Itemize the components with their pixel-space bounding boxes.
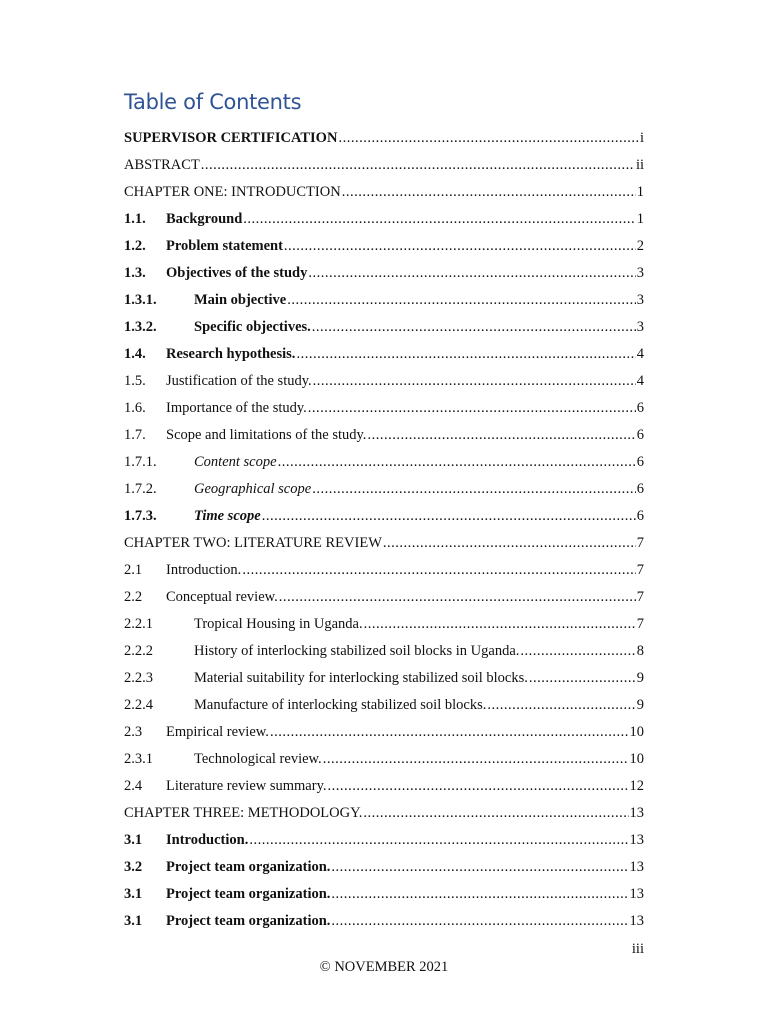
toc-entry-number: 3.1 — [124, 913, 143, 929]
toc-entry-label: CHAPTER THREE: METHODOLOGY. — [124, 805, 363, 821]
toc-entry-page: 10 — [629, 724, 644, 740]
toc-entry[interactable] — [124, 719, 644, 746]
toc-entry[interactable] — [124, 638, 644, 665]
toc-entry-page: 13 — [629, 913, 644, 929]
toc-entry-number: 1.7. — [124, 427, 146, 443]
toc-dot-leader — [363, 800, 628, 827]
toc-entry-number: 2.2.1 — [124, 616, 153, 632]
toc-entry-label: Main objective — [194, 292, 287, 308]
toc-entry[interactable] — [124, 206, 644, 233]
toc-entry-label: Justification of the study. — [166, 373, 312, 389]
toc-entry-page: 1 — [636, 211, 644, 227]
toc-entry-number: 1.7.2. — [124, 481, 157, 497]
toc-entry[interactable] — [124, 503, 644, 530]
toc-dot-leader — [249, 827, 628, 854]
toc-entry-number: 2.3.1 — [124, 751, 153, 767]
toc-entry[interactable] — [124, 611, 644, 638]
toc-entry-number: 2.1 — [124, 562, 143, 578]
toc-dot-leader — [313, 368, 636, 395]
toc-entry-page: 4 — [636, 373, 644, 389]
toc-dot-leader — [529, 665, 636, 692]
toc-dot-leader — [262, 503, 636, 530]
toc-entry-label: Background — [166, 211, 243, 227]
toc-entry-label: Conceptual review. — [166, 589, 278, 605]
toc-entry-page: 4 — [636, 346, 644, 362]
toc-entry-page: 9 — [636, 697, 644, 713]
toc-entry[interactable] — [124, 449, 644, 476]
toc-dot-leader — [520, 638, 635, 665]
toc-dot-leader — [383, 530, 636, 557]
toc-entry-page: 3 — [636, 292, 644, 308]
toc-entry[interactable] — [124, 476, 644, 503]
toc-entry[interactable] — [124, 233, 644, 260]
toc-entry[interactable] — [124, 584, 644, 611]
toc-entry-page: 13 — [629, 832, 644, 848]
toc-entry-number: 3.1 — [124, 832, 143, 848]
toc-entry-page: 6 — [636, 454, 644, 470]
toc-list — [124, 125, 644, 935]
toc-entry[interactable] — [124, 908, 644, 935]
toc-entry-label: Geographical scope — [194, 481, 312, 497]
toc-dot-leader — [279, 584, 636, 611]
toc-dot-leader — [201, 152, 635, 179]
toc-entry-number: 1.4. — [124, 346, 146, 362]
toc-dot-leader — [331, 854, 628, 881]
toc-dot-leader — [312, 476, 636, 503]
toc-dot-leader — [487, 692, 635, 719]
toc-entry-label: History of interlocking stabilized soil blocks in Uganda. — [194, 643, 520, 659]
toc-dot-leader — [308, 395, 636, 422]
toc-entry[interactable] — [124, 368, 644, 395]
toc-entry-number: 3.2 — [124, 859, 143, 875]
toc-entry-page: 9 — [636, 670, 644, 686]
toc-entry-label: Material suitability for interlocking stabilized soil blocks. — [194, 670, 528, 686]
toc-entry-label: Importance of the study. — [166, 400, 307, 416]
toc-entry[interactable] — [124, 287, 644, 314]
toc-entry[interactable] — [124, 746, 644, 773]
toc-entry-label: Time scope — [194, 508, 261, 524]
toc-entry-label: Project team organization. — [166, 859, 331, 875]
toc-entry-number: 1.3. — [124, 265, 146, 281]
toc-heading: Table of Contents — [124, 90, 302, 114]
toc-entry[interactable] — [124, 827, 644, 854]
toc-entry-page: 13 — [629, 859, 644, 875]
page-number: iii — [631, 941, 644, 957]
toc-entry-page: 13 — [629, 805, 644, 821]
toc-entry[interactable] — [124, 557, 644, 584]
toc-entry-number: 2.2.2 — [124, 643, 153, 659]
toc-entry-number: 2.2.4 — [124, 697, 153, 713]
toc-entry-page: 7 — [636, 562, 644, 578]
toc-dot-leader — [287, 287, 636, 314]
toc-entry-page: 6 — [636, 427, 644, 443]
toc-entry-page: 1 — [636, 184, 644, 200]
toc-entry-page: 6 — [636, 481, 644, 497]
toc-entry-number: 2.3 — [124, 724, 143, 740]
toc-entry-label: Empirical review. — [166, 724, 269, 740]
toc-entry[interactable] — [124, 773, 644, 800]
toc-entry-number: 1.3.1. — [124, 292, 157, 308]
toc-dot-leader — [284, 233, 636, 260]
toc-entry-label: Technological review. — [194, 751, 322, 767]
toc-entry-page: 3 — [636, 265, 644, 281]
toc-dot-leader — [342, 179, 636, 206]
toc-entry[interactable] — [124, 692, 644, 719]
toc-entry-label: Project team organization. — [166, 913, 331, 929]
toc-entry-label: Manufacture of interlocking stabilized soil blocks. — [194, 697, 487, 713]
toc-dot-leader — [367, 422, 635, 449]
toc-entry-number: 2.2.3 — [124, 670, 153, 686]
toc-dot-leader — [308, 260, 635, 287]
toc-entry-label: Specific objectives. — [194, 319, 311, 335]
toc-entry-page: 3 — [636, 319, 644, 335]
toc-entry-number: 1.2. — [124, 238, 146, 254]
toc-entry-label: Research hypothesis. — [166, 346, 296, 362]
toc-entry[interactable] — [124, 314, 644, 341]
toc-entry-label: Scope and limitations of the study. — [166, 427, 367, 443]
toc-dot-leader — [296, 341, 635, 368]
toc-entry-label: Objectives of the study — [166, 265, 308, 281]
toc-dot-leader — [270, 719, 629, 746]
toc-entry-number: 3.1 — [124, 886, 143, 902]
toc-entry[interactable] — [124, 422, 644, 449]
toc-entry[interactable] — [124, 881, 644, 908]
toc-entry-page: 7 — [636, 616, 644, 632]
toc-dot-leader — [278, 449, 636, 476]
toc-entry-page: 2 — [636, 238, 644, 254]
toc-entry-page: 6 — [636, 508, 644, 524]
toc-entry-label: ABSTRACT — [124, 157, 200, 173]
toc-entry-number: 2.4 — [124, 778, 143, 794]
toc-entry[interactable] — [124, 260, 644, 287]
toc-dot-leader — [338, 125, 639, 152]
toc-dot-leader — [328, 773, 629, 800]
toc-dot-leader — [242, 557, 635, 584]
toc-entry-page: i — [639, 130, 644, 146]
toc-entry-number: 1.5. — [124, 373, 146, 389]
toc-entry-page: 8 — [636, 643, 644, 659]
toc-entry[interactable] — [124, 800, 644, 827]
toc-dot-leader — [364, 611, 636, 638]
toc-entry-number: 2.2 — [124, 589, 143, 605]
toc-dot-leader — [323, 746, 629, 773]
toc-entry-label: Literature review summary. — [166, 778, 327, 794]
toc-entry[interactable] — [124, 530, 644, 557]
toc-entry[interactable] — [124, 854, 644, 881]
toc-entry[interactable] — [124, 179, 644, 206]
toc-entry-label: Problem statement — [166, 238, 283, 254]
toc-entry-page: 12 — [629, 778, 644, 794]
footer-copyright: © NOVEMBER 2021 — [319, 959, 449, 975]
toc-entry[interactable] — [124, 152, 644, 179]
toc-entry-number: 1.7.1. — [124, 454, 157, 470]
toc-entry-number: 1.7.3. — [124, 508, 157, 524]
toc-entry-label: Introduction. — [166, 562, 242, 578]
toc-entry-number: 1.6. — [124, 400, 146, 416]
toc-entry-page: 7 — [636, 589, 644, 605]
toc-entry-page: 13 — [629, 886, 644, 902]
toc-entry-number: 1.1. — [124, 211, 146, 227]
toc-entry-page: ii — [635, 157, 644, 173]
toc-dot-leader — [331, 908, 628, 935]
toc-dot-leader — [331, 881, 628, 908]
toc-entry-page: 7 — [636, 535, 644, 551]
toc-entry[interactable] — [124, 125, 644, 152]
toc-entry-label: Content scope — [194, 454, 277, 470]
toc-entry[interactable] — [124, 395, 644, 422]
toc-entry-label: Introduction. — [166, 832, 249, 848]
toc-dot-leader — [243, 206, 635, 233]
toc-entry-label: Tropical Housing in Uganda. — [194, 616, 363, 632]
toc-entry-label: SUPERVISOR CERTIFICATION — [124, 130, 338, 146]
toc-entry-label: CHAPTER ONE: INTRODUCTION — [124, 184, 341, 200]
toc-dot-leader — [312, 314, 636, 341]
toc-entry-page: 6 — [636, 400, 644, 416]
toc-entry-number: 1.3.2. — [124, 319, 157, 335]
toc-entry-label: Project team organization. — [166, 886, 331, 902]
toc-entry[interactable] — [124, 665, 644, 692]
toc-entry[interactable] — [124, 341, 644, 368]
toc-entry-page: 10 — [629, 751, 644, 767]
toc-entry-label: CHAPTER TWO: LITERATURE REVIEW — [124, 535, 382, 551]
